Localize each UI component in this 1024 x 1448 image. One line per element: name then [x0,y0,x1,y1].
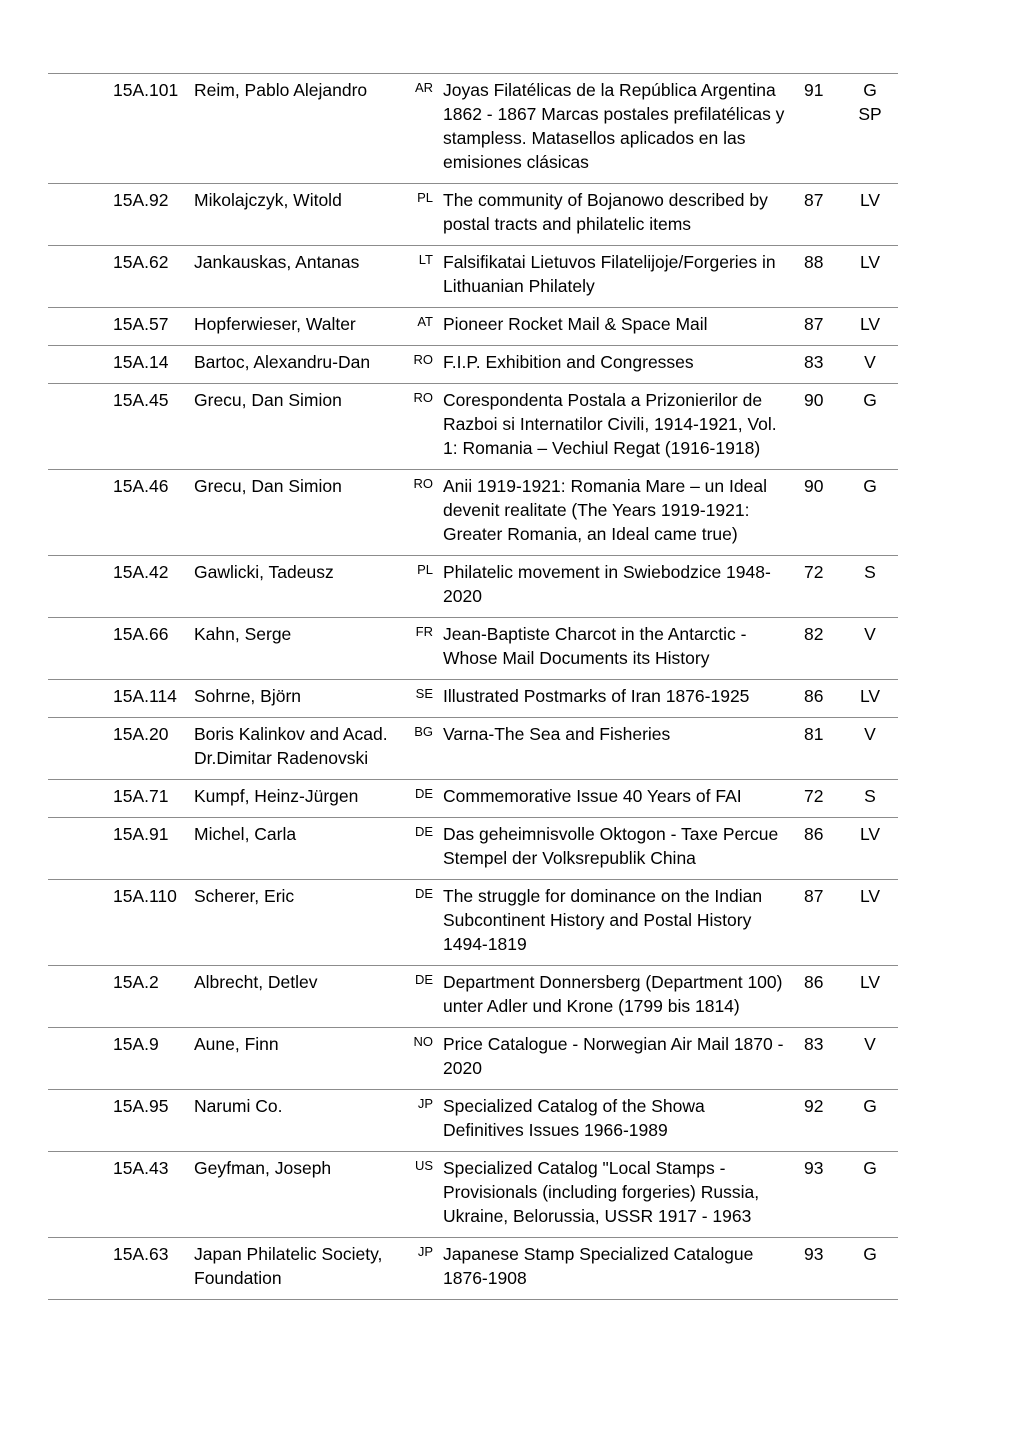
blank-cell [48,1028,106,1090]
table-row [48,246,898,308]
blank-cell [48,966,106,1028]
exhibit-title: Department Donnersberg (Department 100) unter Adler und Krone (1799 bis 1814) [439,966,792,1028]
exhibit-title: Illustrated Postmarks of Iran 1876-1925 [439,680,792,718]
exhibitor-name: Aune, Finn [186,1028,396,1090]
award-medal: LV [842,184,898,246]
country-code: FR [396,618,439,680]
table-row [48,818,898,880]
points-score: 86 [792,680,842,718]
country-code: DE [396,880,439,966]
table-row [48,1090,898,1152]
exhibitor-name: Grecu, Dan Simion [186,470,396,556]
exhibitor-name: Sohrne, Björn [186,680,396,718]
entry-number: 15A.91 [106,818,186,880]
exhibit-title: Philatelic movement in Swiebodzice 1948-2020 [439,556,792,618]
points-score: 91 [792,74,842,184]
country-code: US [396,1152,439,1238]
exhibit-title: Pioneer Rocket Mail & Space Mail [439,308,792,346]
country-code: LT [396,246,439,308]
entry-number: 15A.2 [106,966,186,1028]
country-code: RO [396,384,439,470]
results-table [48,73,898,1300]
entry-number: 15A.14 [106,346,186,384]
table-row [48,618,898,680]
points-score: 93 [792,1238,842,1300]
exhibit-title: Specialized Catalog of the Showa Definitives Issues 1966-1989 [439,1090,792,1152]
exhibit-title: Commemorative Issue 40 Years of FAI [439,780,792,818]
country-code: DE [396,818,439,880]
blank-cell [48,384,106,470]
table-row [48,966,898,1028]
blank-cell [48,618,106,680]
exhibitor-name: Bartoc, Alexandru-Dan [186,346,396,384]
table-row [48,780,898,818]
exhibitor-name: Japan Philatelic Society, Foundation [186,1238,396,1300]
exhibit-title: Corespondenta Postala a Prizonierilor de Razboi si Internatilor Civili, 1914-1921, Vol. 1: Romania – Vechiul Regat (1916-1918) [439,384,792,470]
exhibitor-name: Boris Kalinkov and Acad. Dr.Dimitar Radenovski [186,718,396,780]
points-score: 83 [792,346,842,384]
country-code: AT [396,308,439,346]
award-medal: G [842,1238,898,1300]
points-score: 81 [792,718,842,780]
award-medal: V [842,718,898,780]
exhibitor-name: Geyfman, Joseph [186,1152,396,1238]
points-score: 72 [792,556,842,618]
entry-number: 15A.63 [106,1238,186,1300]
points-score: 83 [792,1028,842,1090]
table-row [48,1152,898,1238]
entry-number: 15A.110 [106,880,186,966]
table-row [48,1238,898,1300]
blank-cell [48,74,106,184]
entry-number: 15A.42 [106,556,186,618]
exhibit-title: Joyas Filatélicas de la República Argentina 1862 - 1867 Marcas postales prefilatélicas y stampless. Matasellos aplicados en las emisiones clásicas [439,74,792,184]
award-medal: S [842,780,898,818]
exhibitor-name: Mikolajczyk, Witold [186,184,396,246]
entry-number: 15A.101 [106,74,186,184]
award-medal: S [842,556,898,618]
award-medal: V [842,1028,898,1090]
exhibit-title: Jean-Baptiste Charcot in the Antarctic - Whose Mail Documents its History [439,618,792,680]
table-row [48,384,898,470]
points-score: 87 [792,880,842,966]
blank-cell [48,780,106,818]
exhibit-title: F.I.P. Exhibition and Congresses [439,346,792,384]
blank-cell [48,556,106,618]
entry-number: 15A.71 [106,780,186,818]
points-score: 87 [792,308,842,346]
table-row [48,346,898,384]
award-medal: G [842,384,898,470]
entry-number: 15A.57 [106,308,186,346]
blank-cell [48,246,106,308]
points-score: 82 [792,618,842,680]
blank-cell [48,680,106,718]
award-medal: LV [842,818,898,880]
award-medal: G [842,1152,898,1238]
exhibitor-name: Kahn, Serge [186,618,396,680]
points-score: 86 [792,966,842,1028]
country-code: AR [396,74,439,184]
country-code: RO [396,346,439,384]
table-row [48,1028,898,1090]
exhibit-title: Das geheimnisvolle Oktogon - Taxe Percue Stempel der Volksrepublik China [439,818,792,880]
exhibit-title: Falsifikatai Lietuvos Filatelijoje/Forgeries in Lithuanian Philately [439,246,792,308]
exhibitor-name: Jankauskas, Antanas [186,246,396,308]
country-code: JP [396,1238,439,1300]
points-score: 90 [792,384,842,470]
country-code: SE [396,680,439,718]
exhibitor-name: Grecu, Dan Simion [186,384,396,470]
points-score: 87 [792,184,842,246]
blank-cell [48,1152,106,1238]
exhibit-title: Varna-The Sea and Fisheries [439,718,792,780]
entry-number: 15A.114 [106,680,186,718]
points-score: 92 [792,1090,842,1152]
award-medal: G SP [842,74,898,184]
blank-cell [48,470,106,556]
exhibit-title: The struggle for dominance on the Indian Subcontinent History and Postal History 1494-1819 [439,880,792,966]
award-medal: G [842,1090,898,1152]
entry-number: 15A.43 [106,1152,186,1238]
table-row [48,470,898,556]
table-row [48,74,898,184]
country-code: DE [396,966,439,1028]
entry-number: 15A.62 [106,246,186,308]
award-medal: LV [842,308,898,346]
country-code: JP [396,1090,439,1152]
blank-cell [48,1238,106,1300]
exhibit-title: Price Catalogue - Norwegian Air Mail 1870 - 2020 [439,1028,792,1090]
table-row [48,308,898,346]
blank-cell [48,718,106,780]
points-score: 93 [792,1152,842,1238]
points-score: 90 [792,470,842,556]
blank-cell [48,184,106,246]
country-code: NO [396,1028,439,1090]
exhibit-title: Japanese Stamp Specialized Catalogue 1876-1908 [439,1238,792,1300]
entry-number: 15A.95 [106,1090,186,1152]
country-code: PL [396,184,439,246]
exhibitor-name: Narumi Co. [186,1090,396,1152]
exhibitor-name: Albrecht, Detlev [186,966,396,1028]
award-medal: LV [842,246,898,308]
entry-number: 15A.92 [106,184,186,246]
blank-cell [48,1090,106,1152]
exhibit-title: Anii 1919-1921: Romania Mare – un Ideal devenit realitate (The Years 1919-1921: Greater Romania, an Ideal came true) [439,470,792,556]
exhibitor-name: Gawlicki, Tadeusz [186,556,396,618]
exhibitor-name: Hopferwieser, Walter [186,308,396,346]
blank-cell [48,346,106,384]
award-medal: LV [842,880,898,966]
points-score: 86 [792,818,842,880]
exhibit-title: Specialized Catalog "Local Stamps - Provisionals (including forgeries) Russia, Ukraine, Belorussia, USSR 1917 - 1963 [439,1152,792,1238]
country-code: DE [396,780,439,818]
country-code: BG [396,718,439,780]
award-medal: V [842,618,898,680]
award-medal: LV [842,680,898,718]
entry-number: 15A.20 [106,718,186,780]
table-row [48,680,898,718]
exhibitor-name: Michel, Carla [186,818,396,880]
table-row [48,556,898,618]
points-score: 88 [792,246,842,308]
country-code: RO [396,470,439,556]
exhibit-title: The community of Bojanowo described by postal tracts and philatelic items [439,184,792,246]
entry-number: 15A.46 [106,470,186,556]
blank-cell [48,818,106,880]
award-medal: LV [842,966,898,1028]
blank-cell [48,880,106,966]
award-medal: G [842,470,898,556]
table-row [48,880,898,966]
entry-number: 15A.66 [106,618,186,680]
exhibitor-name: Scherer, Eric [186,880,396,966]
entry-number: 15A.9 [106,1028,186,1090]
table-row [48,718,898,780]
entry-number: 15A.45 [106,384,186,470]
table-row [48,184,898,246]
results-table-body [48,74,898,1300]
exhibitor-name: Kumpf, Heinz-Jürgen [186,780,396,818]
exhibitor-name: Reim, Pablo Alejandro [186,74,396,184]
award-medal: V [842,346,898,384]
blank-cell [48,308,106,346]
country-code: PL [396,556,439,618]
points-score: 72 [792,780,842,818]
